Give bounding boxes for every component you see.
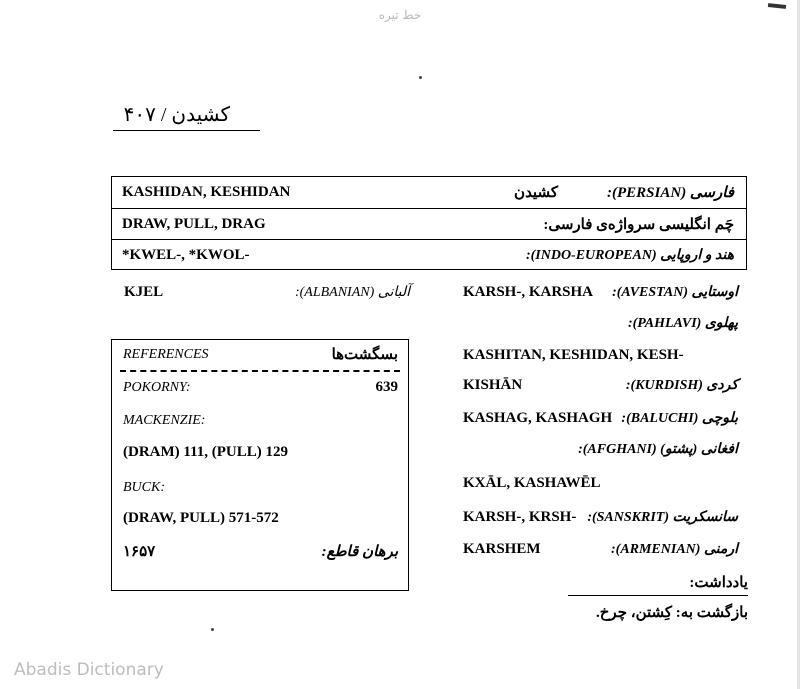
page-heading-text: کشیدن / ۴۰۷	[123, 104, 230, 126]
pahlavi-value: KASHITAN, KESHIDAN, KESH-	[463, 347, 684, 363]
english-value: DRAW, PULL, DRAG	[122, 216, 266, 232]
armenian-value: KARSHEM	[463, 541, 541, 557]
references-title-fa: بسگشت‌ها	[331, 347, 398, 363]
avestan-label: اوستایی (AVESTAN):	[612, 285, 738, 300]
corner-mark	[768, 3, 786, 9]
references-box	[111, 339, 409, 591]
borhan-label: برهان قاطع:	[321, 544, 398, 560]
mackenzie-value: (DRAM) 111, (PULL) 129	[123, 444, 288, 460]
persian-row	[112, 177, 746, 208]
buck-value: (DRAW, PULL) 571-572	[123, 510, 279, 526]
kurdish-label: کردی (KURDISH):	[625, 378, 738, 393]
baluchi-value: KASHAG, KASHAGH	[463, 410, 613, 426]
kurdish-value: KISHĀN	[463, 377, 523, 393]
indo-european-value: *KWEL-, *KWOL-	[122, 247, 250, 263]
page-heading	[113, 100, 260, 131]
afghani-label: افغانی (پشتو) (AFGHANI):	[578, 442, 738, 457]
indo-european-label: هند و اروپایی (INDO-EUROPEAN):	[525, 248, 734, 263]
persian-translit: KASHIDAN, KESHIDAN	[122, 184, 291, 200]
speck	[419, 76, 422, 79]
persian-label: فارسی (PERSIAN):	[606, 185, 734, 201]
pahlavi-label: پهلوی (PAHLAVI):	[627, 316, 738, 331]
avestan-value: KARSH-, KARSHA	[463, 284, 594, 300]
english-row	[112, 208, 746, 240]
top-note: خط تیره	[378, 8, 422, 22]
english-label: چَم انگلیسی سرواژه‌ی فارسی:	[543, 217, 734, 233]
header-box	[111, 176, 747, 270]
mackenzie-label: MACKENZIE:	[123, 413, 206, 428]
albanian-label: آلبانی (ALBANIAN):	[294, 285, 410, 300]
divider	[120, 370, 400, 372]
notes-rule	[568, 595, 748, 596]
armenian-label: ارمنی (ARMENIAN):	[610, 542, 738, 557]
afghani-value: KXĀL, KASHAWĒL	[463, 475, 601, 491]
references-title: REFERENCES	[123, 347, 209, 362]
watermark: Abadis Dictionary	[14, 660, 164, 680]
pokorny-value: 639	[375, 379, 398, 395]
indo-european-row	[112, 239, 746, 270]
baluchi-label: بلوچی (BALUCHI):	[621, 411, 738, 426]
sanskrit-label: سانسکریت (SANSKRIT):	[587, 510, 738, 525]
albanian-value: KJEL	[124, 284, 164, 300]
buck-label: BUCK:	[123, 480, 165, 495]
notes-text: بازگشت به: کِشتن، چرخ.	[596, 605, 748, 621]
speck	[211, 628, 214, 631]
persian-word: کشیدن	[514, 185, 558, 201]
sanskrit-value: KARSH-, KRSH-	[463, 509, 577, 525]
pokorny-label: POKORNY:	[123, 380, 191, 395]
borhan-value: ۱۶۵۷	[123, 544, 156, 560]
notes-label: یادداشت:	[689, 575, 748, 591]
